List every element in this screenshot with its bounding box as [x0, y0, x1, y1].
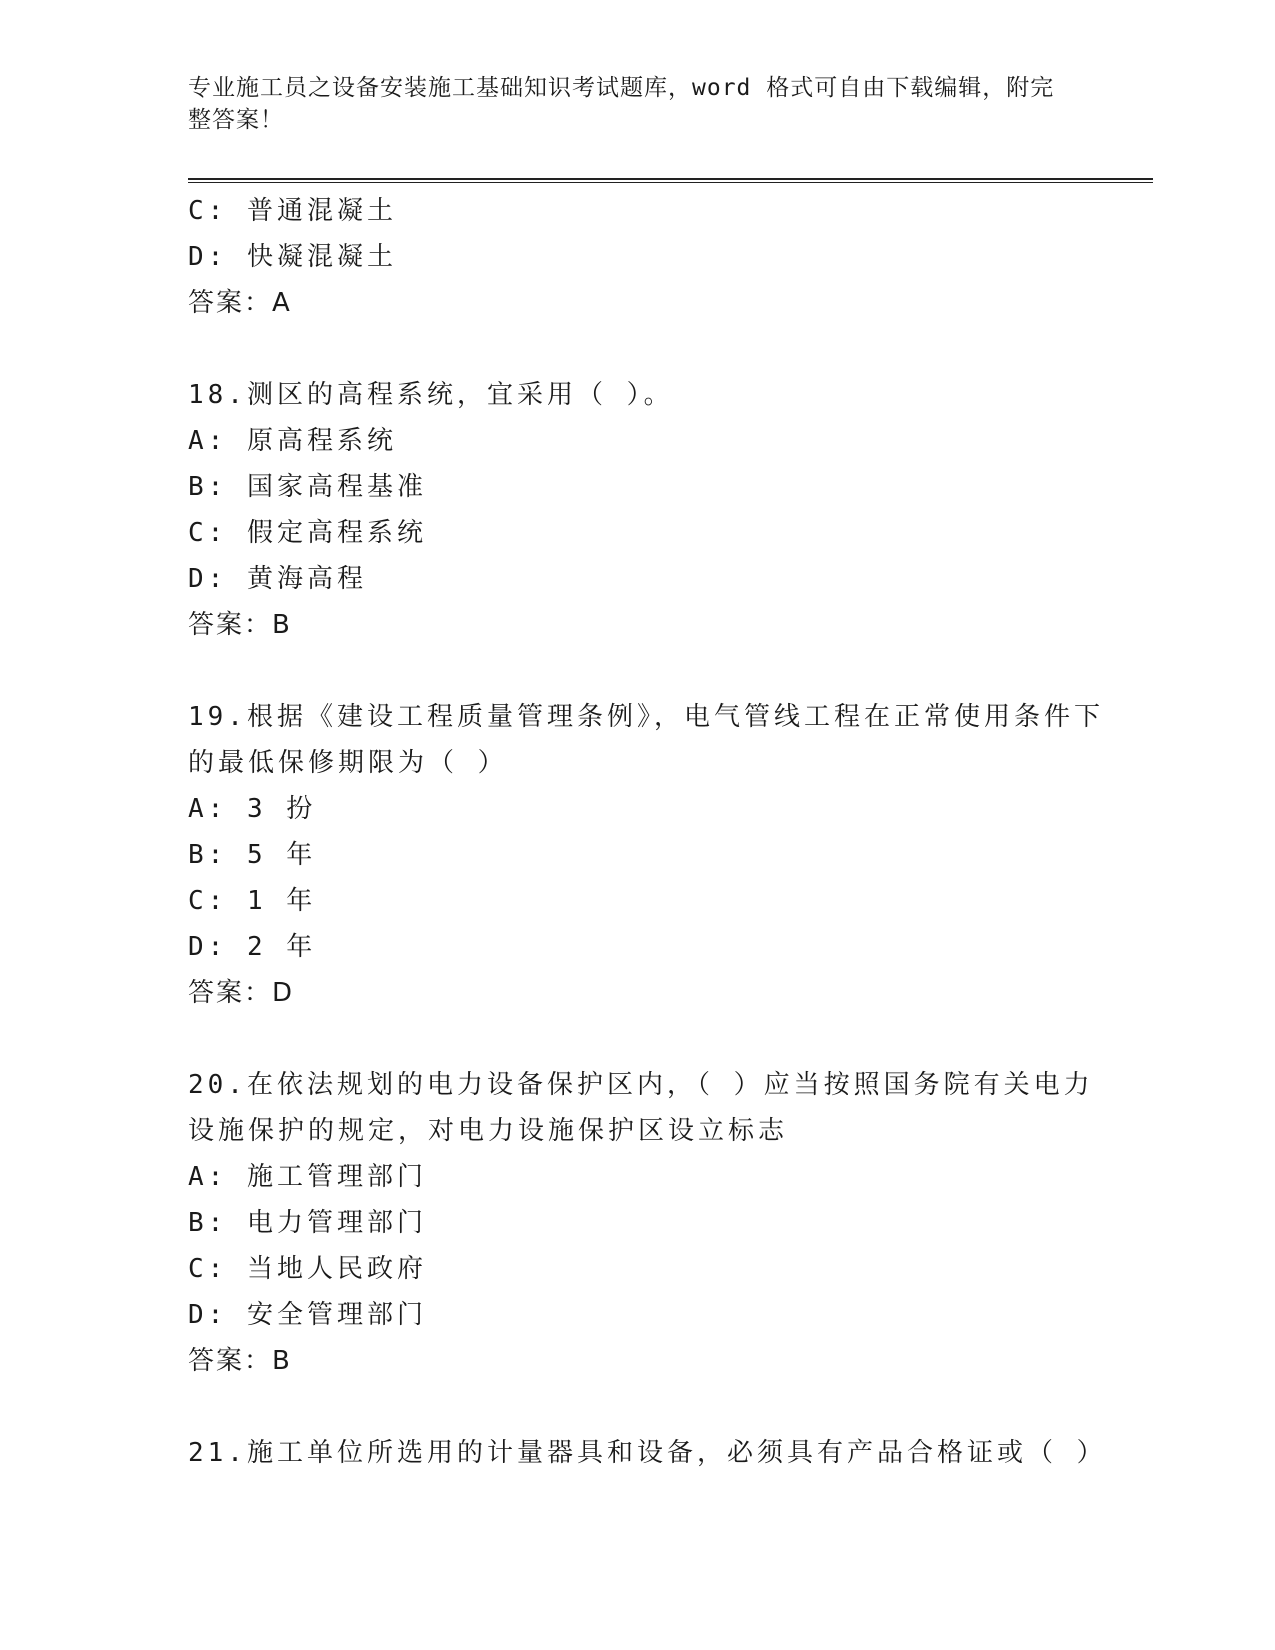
header-divider — [188, 178, 1153, 183]
previous-question-tail — [188, 188, 1088, 326]
question-text: 18.测区的高程系统，宜采用（ ）。 — [188, 380, 674, 410]
question-text: 20.在依法规划的电力设备保护区内，（ ）应当按照国务院有关电力 — [188, 1070, 1094, 1100]
question-text: 21.施工单位所选用的计量器具和设备，必须具有产品合格证或（ ） — [188, 1438, 1107, 1468]
question-text-continued: 设施保护的规定，对电力设施保护区设立标志 — [188, 1116, 789, 1146]
option-c: C: 1 年 — [188, 886, 317, 916]
spacer — [188, 1384, 1088, 1430]
question-19 — [188, 694, 1104, 1016]
option-d: D: 2 年 — [188, 932, 317, 962]
option-d: D: 快凝混凝土 — [188, 242, 397, 272]
question-18 — [188, 372, 1088, 648]
option-a: A: 3 扮 — [188, 794, 317, 824]
option-b: B: 国家高程基准 — [188, 472, 427, 502]
option-c: C: 普通混凝土 — [188, 196, 397, 226]
spacer — [188, 1016, 1088, 1062]
spacer — [188, 648, 1088, 694]
option-d: D: 黄海高程 — [188, 564, 367, 594]
question-21 — [188, 1430, 1107, 1476]
answer-line: 答案：B — [188, 1346, 292, 1376]
header-line-1: 专业施工员之设备安装施工基础知识考试题库，word 格式可自由下载编辑，附完 — [188, 75, 1055, 101]
answer-line: 答案：A — [188, 288, 292, 318]
question-text: 19.根据《建设工程质量管理条例》，电气管线工程在正常使用条件下 — [188, 702, 1104, 732]
header-line-2: 整答案！ — [188, 107, 284, 133]
option-a: A: 施工管理部门 — [188, 1162, 427, 1192]
option-b: B: 5 年 — [188, 840, 317, 870]
question-20 — [188, 1062, 1094, 1384]
document-body — [188, 188, 1107, 1476]
option-d: D: 安全管理部门 — [188, 1300, 427, 1330]
answer-line: 答案：D — [188, 978, 295, 1008]
option-a: A: 原高程系统 — [188, 426, 397, 456]
page-header — [188, 72, 1068, 136]
option-c: C: 当地人民政府 — [188, 1254, 427, 1284]
option-b: B: 电力管理部门 — [188, 1208, 427, 1238]
option-c: C: 假定高程系统 — [188, 518, 427, 548]
spacer — [188, 326, 1088, 372]
question-text-continued: 的最低保修期限为（ ） — [188, 748, 508, 778]
answer-line: 答案：B — [188, 610, 292, 640]
